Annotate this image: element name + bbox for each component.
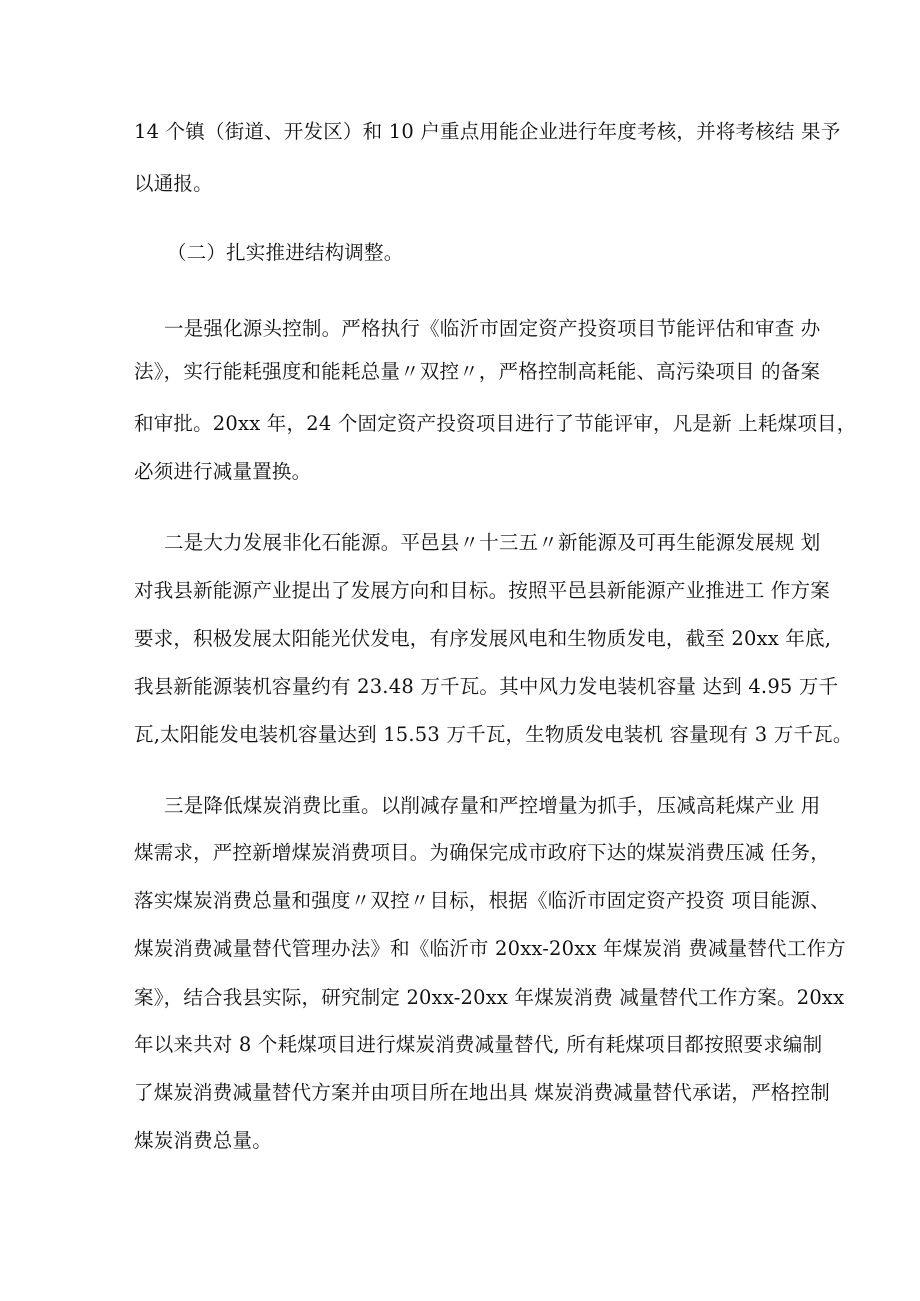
- text-line: 瓦,太阳能发电装机容量达到 15.53 万千瓦，生物质发电装机 容量现有 3 万千瓦。: [134, 723, 853, 746]
- text-line: 我县新能源装机容量约有 23.48 万千瓦。其中风力发电装机容量 达到 4.95 万千: [134, 675, 839, 698]
- text-line: 对我县新能源产业提出了发展方向和目标。按照平邑县新能源产业推进工 作方案: [134, 579, 830, 602]
- text-line: 要求，积极发展太阳能光伏发电，有序发展风电和生物质发电，截至 20xx 年底,: [134, 627, 832, 650]
- text-line: 二是大力发展非化石能源。平邑县〃十三五〃新能源及可再生能源发展规 划: [164, 531, 821, 554]
- text-line: 和审批。20xx 年，24 个固定资产投资项目进行了节能评审，凡是新 上耗煤项目，: [134, 412, 857, 435]
- text-line: 煤炭消费减量替代管理办法》和《临沂市 20xx-20xx 年煤炭消 费减量替代工作方: [134, 937, 846, 960]
- text-line: 法》，实行能耗强度和能耗总量〃双控〃，严格控制高耗能、高污染项目 的备案: [134, 360, 821, 383]
- text-line: 一是强化源头控制。严格执行《临沂市固定资产投资项目节能评估和审查 办: [164, 317, 821, 340]
- section-heading: （二）扎实推进结构调整。: [167, 241, 404, 264]
- text-line: 以通报。: [134, 172, 213, 195]
- text-line: 了煤炭消费减量替代方案并由项目所在地出具 煤炭消费减量替代承诺，严格控制: [134, 1081, 830, 1104]
- text-line: 落实煤炭消费总量和强度〃双控〃目标，根据《临沂市固定资产投资 项目能源、: [134, 889, 830, 912]
- text-line: 年以来共对 8 个耗煤项目进行煤炭消费减量替代, 所有耗煤项目都按照要求编制: [134, 1033, 823, 1056]
- text-line: 煤炭消费总量。: [134, 1129, 272, 1152]
- text-line: 煤需求，严控新增煤炭消费项目。为确保完成市政府下达的煤炭消费压减 任务，: [134, 841, 830, 864]
- text-line: 14 个镇（街道、开发区）和 10 户重点用能企业进行年度考核，并将考核结 果予: [134, 120, 841, 143]
- text-line: 三是降低煤炭消费比重。以削减存量和严控增量为抓手，压减高耗煤产业 用: [164, 794, 821, 817]
- text-line: 必须进行减量置换。: [134, 460, 312, 483]
- text-line: 案》，结合我县实际，研究制定 20xx-20xx 年煤炭消费 减量替代工作方案。20xx: [134, 986, 845, 1009]
